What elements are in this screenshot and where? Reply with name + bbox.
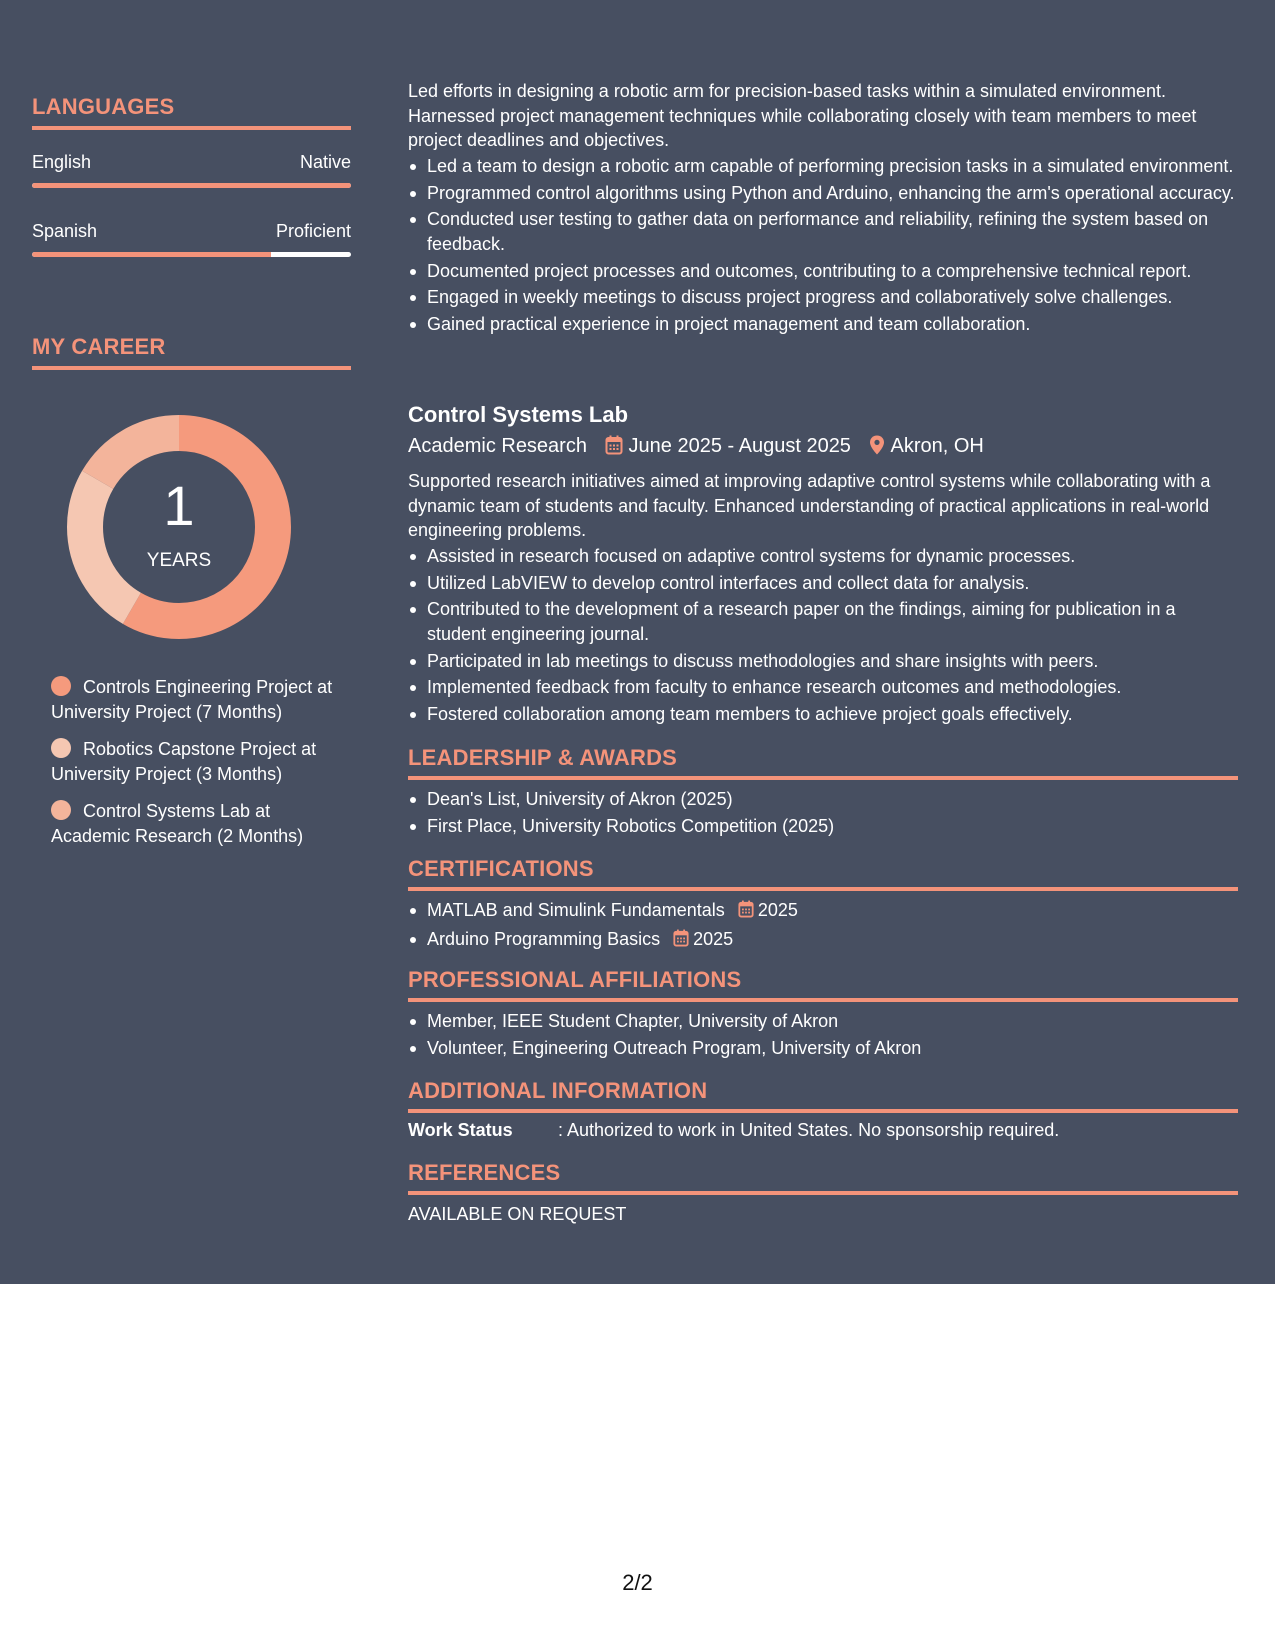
work-status-value: : Authorized to work in United States. No sponsorship required.: [558, 1120, 1060, 1140]
work-status-row: [408, 1120, 1059, 1141]
bullet-item: First Place, University Robotics Competition (2025): [408, 814, 1238, 839]
language-bar-spanish: [32, 252, 351, 257]
career-total-number: 1: [163, 474, 195, 537]
additional-info-heading: ADDITIONAL INFORMATION: [408, 1078, 1238, 1113]
job-meta: [408, 435, 984, 461]
language-level: Proficient: [275, 221, 351, 241]
certification-name: MATLAB and Simulink Fundamentals: [427, 900, 725, 920]
references-text: AVAILABLE ON REQUEST: [408, 1204, 627, 1224]
calendar-icon: [673, 929, 689, 954]
language-name: English: [32, 152, 92, 172]
bullet-item: Implemented feedback from faculty to enhance research outcomes and methodologies.: [408, 675, 1238, 700]
bullet-item: Programmed control algorithms using Python and Arduino, enhancing the arm's operational accuracy.: [408, 181, 1238, 206]
certification-item: [408, 927, 1238, 954]
certification-name: Arduino Programming Basics: [427, 928, 661, 949]
job-organization: Academic Research: [408, 435, 587, 457]
job-bullets: [408, 154, 1238, 339]
career-total-unit: YEARS: [146, 550, 212, 571]
leadership-heading: LEADERSHIP & AWARDS: [408, 745, 1238, 780]
career-legend-item: [51, 737, 351, 786]
calendar-icon: [605, 435, 623, 461]
bullet-item: Contributed to the development of a research paper on the findings, aiming for publication in a student engineering journal.: [408, 597, 1238, 646]
bullet-item: Documented project processes and outcomes, contributing to a comprehensive technical report.: [408, 259, 1238, 284]
bullet-item: Utilized LabVIEW to develop control interfaces and collect data for analysis.: [408, 571, 1238, 596]
job-dates: June 2025 - August 2025: [628, 435, 851, 457]
bullet-item: Fostered collaboration among team members to achieve project goals effectively.: [408, 702, 1238, 727]
bullet-item: Led a team to design a robotic arm capable of performing precision tasks in a simulated environment.: [408, 154, 1238, 179]
certifications-heading: CERTIFICATIONS: [408, 856, 1238, 891]
bullet-item: Dean's List, University of Akron (2025): [408, 787, 1238, 812]
bullet-item: Participated in lab meetings to discuss methodologies and share insights with peers.: [408, 649, 1238, 674]
references-heading: REFERENCES: [408, 1160, 1238, 1195]
affiliations-list: [408, 1009, 1238, 1062]
bullet-item: Assisted in research focused on adaptive control systems for dynamic processes.: [408, 544, 1238, 569]
job-location: Akron, OH: [890, 435, 984, 457]
language-name: Spanish: [32, 221, 98, 241]
career-donut-chart: [66, 414, 292, 640]
language-level: Native: [299, 152, 351, 172]
affiliations-heading: PROFESSIONAL AFFILIATIONS: [408, 967, 1238, 1002]
bullet-item: Volunteer, Engineering Outreach Program, University of Akron: [408, 1036, 1238, 1061]
certification-year-text: 2025: [757, 900, 798, 920]
career-legend-text: Controls Engineering Project at University Project (7 Months): [51, 677, 333, 722]
page-number: 2/2: [622, 1570, 653, 1595]
career-legend-item: [51, 675, 351, 724]
languages-heading: LANGUAGES: [32, 94, 351, 130]
bullet-item: Member, IEEE Student Chapter, University of Akron: [408, 1009, 1238, 1034]
job-summary: Led efforts in designing a robotic arm for precision-based tasks within a simulated environment. Harnessed project management techniques while collaborating closely with team members to meet project deadlines and objectives.: [408, 81, 1197, 150]
bullet-item: Conducted user testing to gather data on performance and reliability, refining the system based on feedback.: [408, 207, 1238, 256]
certification-year: [738, 898, 798, 925]
legend-dot: [51, 738, 71, 758]
work-status-label: Work Status: [408, 1120, 513, 1140]
calendar-icon: [738, 900, 754, 925]
career-legend-text: Robotics Capstone Project at University Project (3 Months): [51, 739, 317, 784]
language-bar-english: [32, 183, 351, 188]
job-title: Control Systems Lab: [408, 402, 629, 427]
language-bar-fill: [32, 183, 351, 188]
career-legend-text: Control Systems Lab at Academic Research (2 Months): [51, 801, 304, 846]
certification-item: [408, 898, 1238, 925]
certification-year: [673, 927, 733, 954]
legend-dot: [51, 800, 71, 820]
career-legend-item: [51, 799, 351, 848]
certifications-list: [408, 898, 1238, 955]
leadership-list: [408, 787, 1238, 840]
legend-dot: [51, 676, 71, 696]
bullet-item: Gained practical experience in project management and team collaboration.: [408, 312, 1238, 337]
language-bar-fill: [32, 252, 271, 257]
bullet-item: Engaged in weekly meetings to discuss project progress and collaboratively solve challenges.: [408, 285, 1238, 310]
job-bullets: [408, 544, 1238, 729]
location-pin-icon: [869, 435, 885, 461]
certification-year-text: 2025: [693, 928, 734, 949]
job-summary: Supported research initiatives aimed at improving adaptive control systems while collaborating with a dynamic team of students and faculty. Enhanced understanding of practical applications in real-world engineering problems.: [408, 471, 1211, 540]
career-heading: MY CAREER: [32, 334, 351, 370]
